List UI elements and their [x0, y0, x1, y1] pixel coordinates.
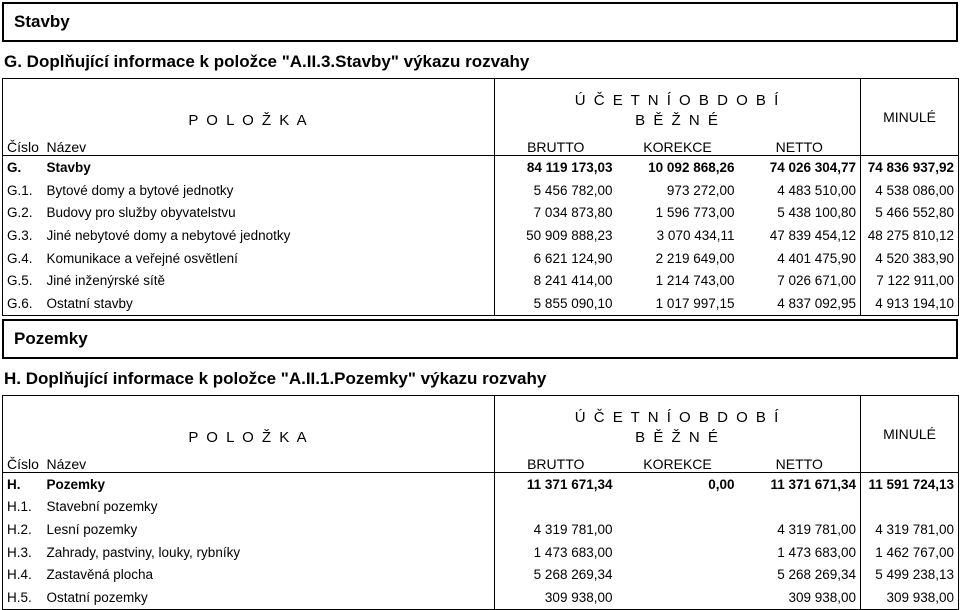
row-netto: 5 438 100,80	[777, 205, 857, 221]
table-row	[3, 269, 959, 292]
section-title-g: G. Doplňující informace k položce "A.II.3.Stavby" výkazu rozvahy	[4, 52, 530, 71]
row-minule: 1 462 767,00	[861, 541, 959, 564]
row-netto: 4 319 781,00	[777, 521, 857, 537]
korekce-header: KOREKCE	[643, 456, 712, 472]
table-row	[3, 292, 959, 315]
row-minule: 7 122 911,00	[861, 269, 959, 292]
row-nazev: Lesní pozemky	[46, 521, 138, 537]
ucetni-obdobi-header: Ú Č E T N Í O B D O B Í	[495, 79, 861, 110]
row-korekce: 2 219 649,00	[655, 250, 735, 266]
row-brutto: 6 621 124,90	[495, 247, 617, 270]
row-netto: 47 839 454,12	[769, 227, 857, 243]
row-nazev: Jiné inženýrské sítě	[46, 273, 166, 289]
row-brutto: 5 268 269,34	[495, 563, 617, 586]
section-title-h: H. Doplňující informace k položce "A.II.1.Pozemky" výkazu rozvahy	[4, 369, 547, 388]
row-nazev: Budovy pro služby obyvatelstvu	[46, 205, 236, 221]
netto-header: NETTO	[775, 456, 823, 472]
row-netto: 11 371 671,34	[739, 473, 861, 496]
row-cislo: G.1.	[3, 179, 43, 202]
row-nazev: Bytové domy a bytové jednotky	[46, 182, 234, 198]
row-korekce: 0,00	[617, 473, 739, 496]
row-brutto: 1 473 683,00	[495, 541, 617, 564]
bezne-header: B Ě Ž N É	[495, 109, 861, 131]
row-nazev: Stavební pozemky	[46, 499, 158, 515]
brutto-header: BRUTTO	[495, 448, 617, 473]
polozka-header: P O L O Ž K A	[3, 396, 495, 449]
row-brutto: 84 119 173,03	[495, 156, 617, 179]
row-brutto: 309 938,00	[495, 586, 617, 609]
table-row	[3, 179, 959, 202]
row-korekce: 1 017 997,15	[617, 292, 739, 315]
polozka-header: P O L O Ž K A	[3, 79, 495, 132]
row-brutto: 5 855 090,10	[495, 292, 617, 315]
section-box-title: Stavby	[14, 12, 70, 31]
row-nazev: Komunikace a veřejné osvětlení	[46, 250, 238, 266]
minule-header: MINULÉ	[861, 79, 959, 156]
row-brutto: 11 371 671,34	[495, 473, 617, 496]
row-netto: 7 026 671,00	[777, 273, 857, 289]
row-korekce: 973 272,00	[666, 182, 735, 198]
section-box-pozemky	[2, 319, 958, 359]
table-row	[3, 518, 959, 541]
row-cislo: G.5.	[3, 269, 43, 292]
row-nazev: Stavby	[43, 156, 495, 179]
row-korekce	[617, 563, 739, 586]
nazev-header: Název	[46, 139, 87, 155]
row-netto	[739, 496, 861, 519]
row-korekce	[617, 586, 739, 609]
row-brutto: 50 909 888,23	[495, 224, 617, 247]
row-netto: 5 268 269,34	[777, 567, 857, 583]
row-cislo: H.2.	[3, 518, 43, 541]
row-korekce	[617, 518, 739, 541]
row-korekce: 1 596 773,00	[655, 205, 735, 221]
row-cislo: G.4.	[3, 247, 43, 270]
row-korekce: 1 214 743,00	[655, 273, 735, 289]
brutto-header: BRUTTO	[495, 131, 617, 156]
row-nazev: Ostatní stavby	[43, 292, 495, 315]
pozemky-table	[2, 395, 959, 610]
section-box-title: Pozemky	[14, 329, 88, 348]
row-brutto: 8 241 414,00	[495, 269, 617, 292]
row-netto: 1 473 683,00	[777, 544, 857, 560]
ucetni-obdobi-header: Ú Č E T N Í O B D O B Í	[495, 396, 861, 427]
row-korekce: 3 070 434,11	[656, 227, 735, 243]
row-minule	[861, 496, 959, 519]
row-brutto: 4 319 781,00	[495, 518, 617, 541]
row-cislo: H.4.	[3, 563, 43, 586]
section-box-stavby	[2, 2, 958, 42]
row-cislo: G.3.	[3, 224, 43, 247]
row-nazev: Jiné nebytové domy a nebytové jednotky	[46, 227, 291, 243]
row-nazev: Zastavěná plocha	[46, 567, 154, 583]
row-korekce	[617, 496, 739, 519]
korekce-header: KOREKCE	[643, 139, 712, 155]
row-minule: 11 591 724,13	[861, 473, 959, 496]
cislo-header: Číslo	[3, 131, 43, 156]
row-cislo: H.1.	[3, 496, 43, 519]
row-netto: 4 837 092,95	[739, 292, 861, 315]
table-row	[3, 201, 959, 224]
table-row	[3, 156, 959, 179]
row-netto: 4 401 475,90	[777, 250, 857, 266]
row-nazev: Pozemky	[43, 473, 495, 496]
stavby-table	[2, 78, 959, 316]
row-cislo: H.	[3, 473, 43, 496]
row-minule: 5 499 238,13	[861, 563, 959, 586]
row-minule: 4 913 194,10	[861, 292, 959, 315]
row-korekce: 10 092 868,26	[617, 156, 739, 179]
table-row	[3, 224, 959, 247]
row-netto: 74 026 304,77	[739, 156, 861, 179]
table-row	[3, 541, 959, 564]
row-netto: 4 483 510,00	[777, 182, 857, 198]
cislo-header: Číslo	[3, 448, 43, 473]
netto-header: NETTO	[775, 139, 823, 155]
nazev-header: Název	[46, 456, 87, 472]
row-netto: 309 938,00	[739, 586, 861, 609]
row-cislo: G.2.	[3, 201, 43, 224]
bezne-header: B Ě Ž N É	[495, 426, 861, 448]
row-minule: 309 938,00	[861, 586, 959, 609]
minule-header: MINULÉ	[861, 396, 959, 473]
row-minule: 4 319 781,00	[861, 518, 959, 541]
row-cislo: H.5.	[3, 586, 43, 609]
row-korekce	[617, 541, 739, 564]
row-minule: 4 520 383,90	[861, 247, 959, 270]
row-brutto: 5 456 782,00	[495, 179, 617, 202]
row-cislo: G.	[3, 156, 43, 179]
row-nazev: Zahrady, pastviny, louky, rybníky	[46, 544, 241, 560]
row-brutto	[495, 496, 617, 519]
table-row	[3, 496, 959, 519]
row-minule: 48 275 810,12	[861, 224, 959, 247]
row-minule: 74 836 937,92	[861, 156, 959, 179]
table-row	[3, 473, 959, 496]
row-cislo: G.6.	[3, 292, 43, 315]
row-cislo: H.3.	[3, 541, 43, 564]
row-brutto: 7 034 873,80	[495, 201, 617, 224]
row-minule: 5 466 552,80	[861, 201, 959, 224]
table-row	[3, 586, 959, 609]
row-minule: 4 538 086,00	[861, 179, 959, 202]
table-row	[3, 247, 959, 270]
row-nazev: Ostatní pozemky	[43, 586, 495, 609]
table-row	[3, 563, 959, 586]
